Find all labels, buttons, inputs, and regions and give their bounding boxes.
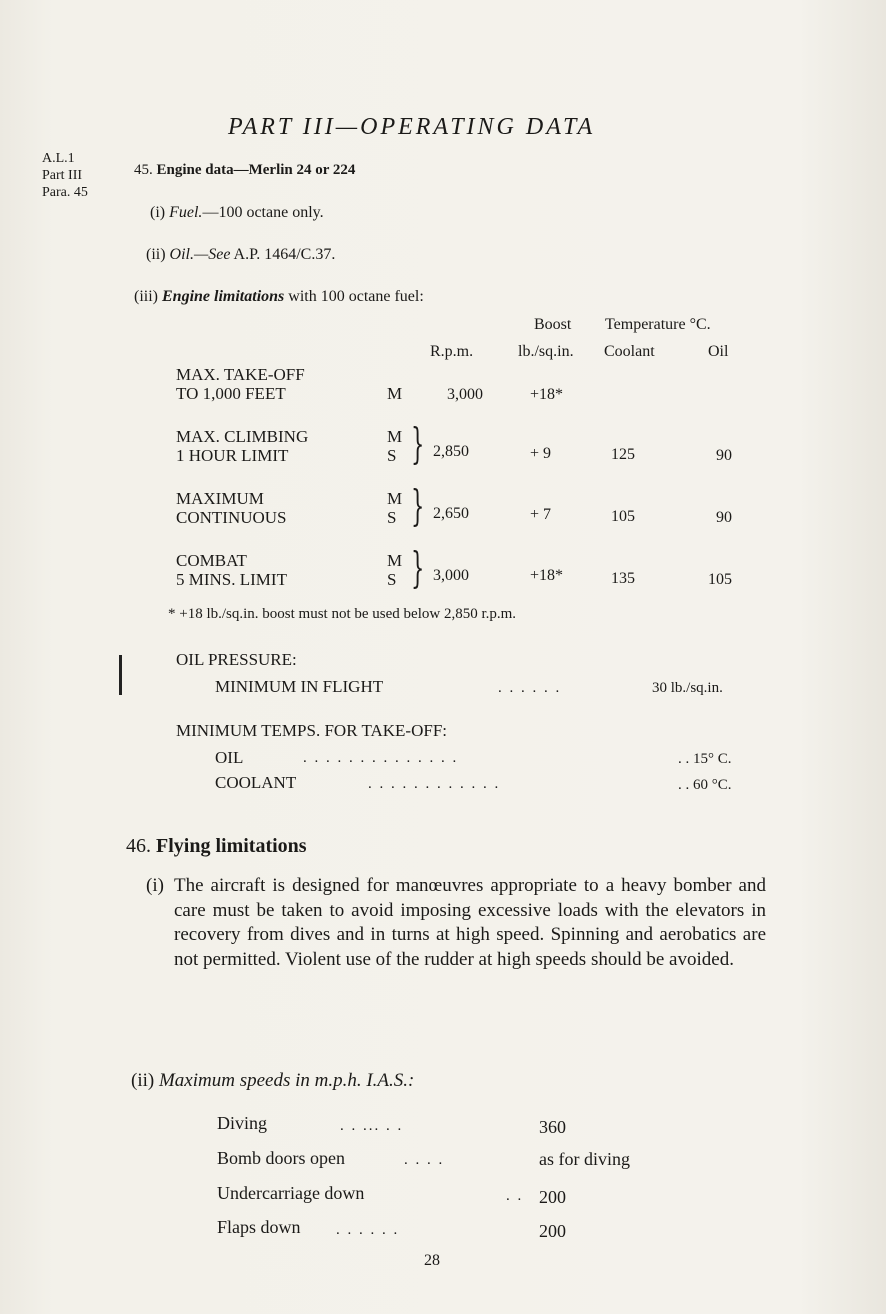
header-boost: Boost xyxy=(534,316,572,333)
speed-value: 200 xyxy=(539,1221,566,1241)
item-label: (i) xyxy=(150,204,166,221)
row-name-line: COMBAT xyxy=(176,551,247,570)
item-label: (ii) xyxy=(146,246,166,263)
item-text: A.P. 1464/C.37. xyxy=(233,246,336,263)
min-temp-coolant-value: . . 60 °C. xyxy=(678,777,732,793)
gear-line: M xyxy=(387,489,403,508)
row-oil: 90 xyxy=(716,509,732,526)
speed-label: Flaps down xyxy=(217,1217,301,1237)
brace-icon: } xyxy=(411,481,425,530)
row-oil: 90 xyxy=(716,447,732,464)
min-temp-oil-value: . . 15° C. xyxy=(678,751,732,767)
margin-ref-line: Para. 45 xyxy=(42,185,88,200)
row-gear xyxy=(387,489,402,527)
min-temp-oil-label: OIL xyxy=(215,748,244,767)
para-text: The aircraft is designed for manœuvres appropriate to a heavy bomber and care must be taken to avoid imposing excessive loads with the elevators in recovery from dives and in turns at high speed. Spinning and aerobatics are not permitted. Violent use of the rudder at high speeds should be avoided. xyxy=(174,875,766,970)
row-name-line: MAX. CLIMBING xyxy=(176,427,309,446)
table-row-name xyxy=(176,427,308,465)
item-term: Fuel. xyxy=(169,204,203,221)
gear-line: S xyxy=(387,446,397,465)
item-label: (ii) xyxy=(131,1070,155,1091)
brace-icon: } xyxy=(411,419,425,468)
row-name-line: 5 MINS. LIMIT xyxy=(176,570,287,589)
page-number: 28 xyxy=(424,1252,440,1269)
leader-dots: . . . . . . . . . . . . . . xyxy=(303,750,459,766)
section-number: 46. xyxy=(126,835,151,857)
item-term: Maximum speeds in m.p.h. I.A.S.: xyxy=(158,1070,415,1091)
row-rpm: 3,000 xyxy=(447,386,483,403)
row-name-line: TO 1,000 FEET xyxy=(176,384,286,403)
speed-label: Diving xyxy=(217,1113,268,1133)
section-title: Flying limitations xyxy=(156,835,307,857)
leader-dots: . . . . . . xyxy=(498,680,562,696)
row-rpm: 2,850 xyxy=(433,443,469,460)
table-row-name xyxy=(176,551,287,589)
leader-dots: . . . . . . xyxy=(336,1222,400,1238)
section-45-heading xyxy=(134,162,355,179)
row-name-line: MAXIMUM xyxy=(176,489,264,508)
oil-pressure-value: 30 lb./sq.in. xyxy=(652,680,723,696)
page-title: PART III—OPERATING DATA xyxy=(228,114,596,140)
row-rpm: 2,650 xyxy=(433,505,469,522)
leader-dots: . . xyxy=(506,1188,524,1204)
row-boost: +18* xyxy=(530,386,564,403)
revision-bar xyxy=(119,655,122,695)
fuel-item xyxy=(150,204,324,222)
row-oil: 105 xyxy=(708,571,732,588)
max-speeds-heading xyxy=(131,1070,414,1092)
gear-line: S xyxy=(387,570,397,589)
row-boost: + 9 xyxy=(530,445,552,462)
gear-line: M xyxy=(387,427,403,446)
header-temperature: Temperature °C. xyxy=(605,316,711,333)
row-gear: M xyxy=(387,384,403,403)
leader-dots: . . . . . . . . . . . . xyxy=(368,776,501,792)
row-name-line: CONTINUOUS xyxy=(176,508,287,527)
header-lbsq: lb./sq.in. xyxy=(518,343,574,360)
leader-dots: . . . . xyxy=(404,1152,445,1168)
engine-limitations-item xyxy=(134,288,424,306)
speed-value: as for diving xyxy=(539,1149,630,1169)
row-boost: + 7 xyxy=(530,506,552,523)
row-name-line: 1 HOUR LIMIT xyxy=(176,446,289,465)
margin-reference xyxy=(42,150,122,201)
row-rpm: 3,000 xyxy=(433,567,469,584)
table-row-name xyxy=(176,365,305,403)
section-title: Engine data—Merlin 24 or 224 xyxy=(156,162,356,178)
oil-pressure-label: MINIMUM IN FLIGHT xyxy=(215,677,384,696)
min-temps-heading: MINIMUM TEMPS. FOR TAKE-OFF: xyxy=(176,721,448,740)
row-name-line: MAX. TAKE-OFF xyxy=(176,365,305,384)
leader-dots: . . ... . . xyxy=(340,1118,404,1134)
speed-label: Bomb doors open xyxy=(217,1148,345,1168)
item-label: (iii) xyxy=(134,288,158,305)
header-coolant: Coolant xyxy=(604,343,655,360)
gear-line: S xyxy=(387,508,397,527)
flying-limitations-paragraph xyxy=(146,874,766,972)
speed-label: Undercarriage down xyxy=(217,1183,365,1203)
boost-footnote: * +18 lb./sq.in. boost must not be used below 2,850 r.p.m. xyxy=(168,606,517,622)
oil-item xyxy=(146,246,335,264)
row-gear xyxy=(387,551,402,589)
row-coolant: 125 xyxy=(611,446,635,463)
row-gear xyxy=(387,427,402,465)
header-rpm: R.p.m. xyxy=(430,343,474,360)
item-text: —100 octane only. xyxy=(202,204,324,221)
item-term: Oil.—See xyxy=(169,246,231,263)
row-coolant: 135 xyxy=(611,570,635,587)
margin-ref-line: Part III xyxy=(42,168,83,183)
speed-value: 200 xyxy=(539,1187,566,1207)
table-row-name xyxy=(176,489,287,527)
oil-pressure-heading: OIL PRESSURE: xyxy=(176,650,297,669)
gear-line: M xyxy=(387,551,403,570)
header-oil: Oil xyxy=(708,343,729,360)
item-text: with 100 octane fuel: xyxy=(288,288,424,305)
row-boost: +18* xyxy=(530,567,564,584)
para-label: (i) xyxy=(146,875,164,896)
section-46-heading xyxy=(126,835,307,858)
row-coolant: 105 xyxy=(611,508,635,525)
brace-icon: } xyxy=(411,543,425,592)
section-number: 45. xyxy=(134,162,153,178)
margin-ref-line: A.L.1 xyxy=(42,151,75,166)
item-term: Engine limitations xyxy=(162,288,285,305)
min-temp-coolant-label: COOLANT xyxy=(215,773,297,792)
speed-value: 360 xyxy=(539,1117,566,1137)
